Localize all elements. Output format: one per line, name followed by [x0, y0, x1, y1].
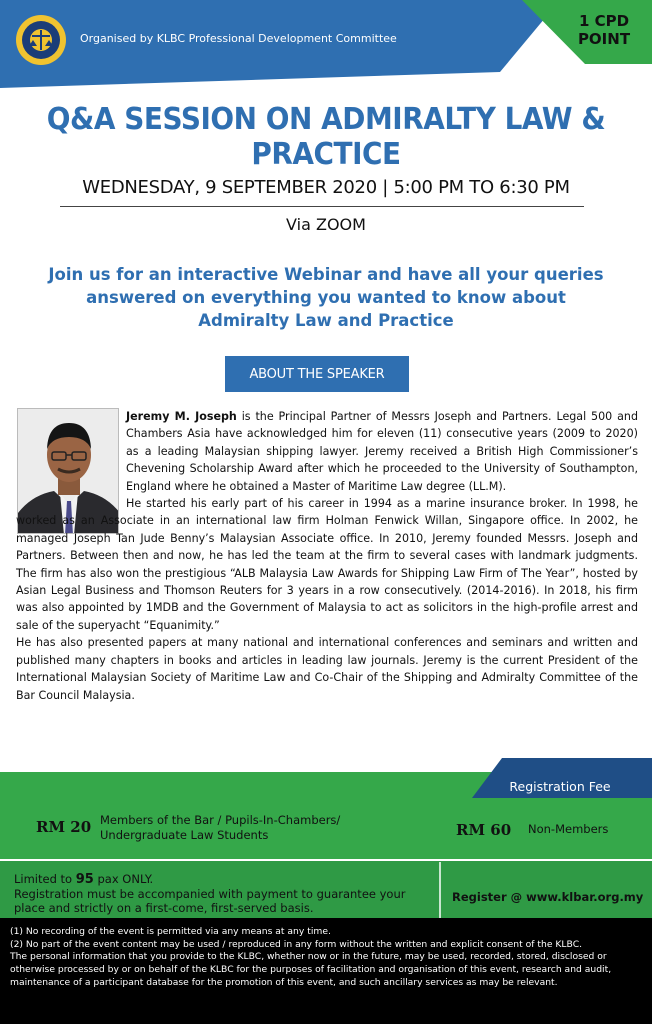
- capacity-prefix: Limited to: [14, 872, 76, 886]
- nonmembers-description: Non-Members: [528, 822, 609, 836]
- footer-note-1: (1) No recording of the event is permitted via any means at any time.: [10, 926, 331, 937]
- event-intro: Join us for an interactive Webinar and have all your queries answered on everything you wanted to know about Admiralty Law and Practice: [48, 265, 604, 330]
- footer-text: [10, 926, 644, 990]
- register-link[interactable]: Register @ www.klbar.org.my: [452, 890, 644, 904]
- members-desc-line2: Undergraduate Law Students: [100, 828, 269, 842]
- bio-paragraph-2: He started his early part of his career in 1994 as a marine insurance broker. In 1998, he worked as an Associate in an international law firm Holman Fenwick Willan, Singapore office. In 2002, he managed Joseph Tan Jude Benny’s Malaysian Associate office. In 2010, Jeremy founded Messrs. Joseph and Partners. Between then and now, he has led the team at the firm to several cases with landmark judgments. The firm has also won the prestigious “ALB Malaysia Law Awards for Shipping Law Firm of The Year”, hosted by Asian Legal Business and Thomson Reuters for 3 years in a row consecutively. (2014-2016). In 2018, his firm was also appointed by 1MDB and the Government of Malaysia to act as solicitors in the high-profile arrest and sale of the superyacht “Equanimity.”: [16, 497, 638, 632]
- footer-privacy: The personal information that you provide to the KLBC, whether now or in the future, may be used, recorded, stored, disclosed or otherwise processed by or on behalf of the KLBC for the purposes of facilitation and organisation of this event, research and audit, maintenance of a participant database for the promotion of this event, and such ancillary services as may be relevant.: [10, 951, 612, 988]
- header-band: [0, 0, 652, 92]
- members-price: RM 20: [36, 818, 92, 836]
- event-title: Q&A SESSION ON ADMIRALTY LAW & PRACTICE: [46, 102, 606, 172]
- nonmembers-price: RM 60: [456, 821, 512, 839]
- bio-paragraph-1: [126, 408, 638, 495]
- capacity-line: [14, 872, 434, 887]
- speaker-name: Jeremy M. Joseph: [126, 410, 237, 423]
- payment-note: Registration must be accompanied with payment to guarantee your place and strictly on a first-come, first-served basis.: [14, 887, 406, 915]
- dateline-divider: [60, 206, 584, 207]
- footer-note-2: (2) No part of the event content may be used / reproduced in any form without the written and explicit consent of the KLBC.: [10, 938, 583, 950]
- about-speaker-label: ABOUT THE SPEAKER: [249, 367, 385, 382]
- capacity-note: [14, 872, 434, 915]
- registration-fee-label: Registration Fee: [509, 779, 611, 794]
- cpd-line1: 1 CPD: [578, 12, 630, 30]
- organiser-text: Organised by KLBC Professional Development Committee: [80, 32, 397, 45]
- cpd-line2: POINT: [577, 30, 631, 48]
- capacity-suffix: pax ONLY.: [93, 872, 154, 886]
- members-description: [100, 813, 340, 843]
- capacity-count: 95: [75, 872, 94, 887]
- members-desc-line1: Members of the Bar / Pupils-In-Chambers/: [100, 813, 341, 827]
- event-dateline: WEDNESDAY, 9 SEPTEMBER 2020 | 5:00 PM TO 6:30 PM: [82, 177, 570, 198]
- klbc-logo-icon: [14, 10, 68, 70]
- speaker-bio: [16, 408, 638, 704]
- event-platform: Via ZOOM: [286, 215, 366, 234]
- bio-paragraph-3: He has also presented papers at many national and international conferences and seminars and written and published many chapters in books and articles in leading law journals. Jeremy is the current President of the International Malaysian Society of Maritime Law and Co-Chair of the Shipping and Admiralty Committee of the Bar Council Malaysia.: [16, 636, 638, 702]
- bio-paragraph-1-text: is the Principal Partner of Messrs Joseph and Partners. Legal 500 and Chambers Asia have acknowledged him for eleven (11) consecutive years (2009 to 2020) as a leading Malaysian shipping lawyer. Jeremy received a British High Commissioner’s Chevening Scholarship Award after which he proceeded to the University of Southampton, England where he obtained a Master of Maritime Law degree (LL.M).: [126, 410, 638, 493]
- cpd-point-badge: [566, 12, 642, 48]
